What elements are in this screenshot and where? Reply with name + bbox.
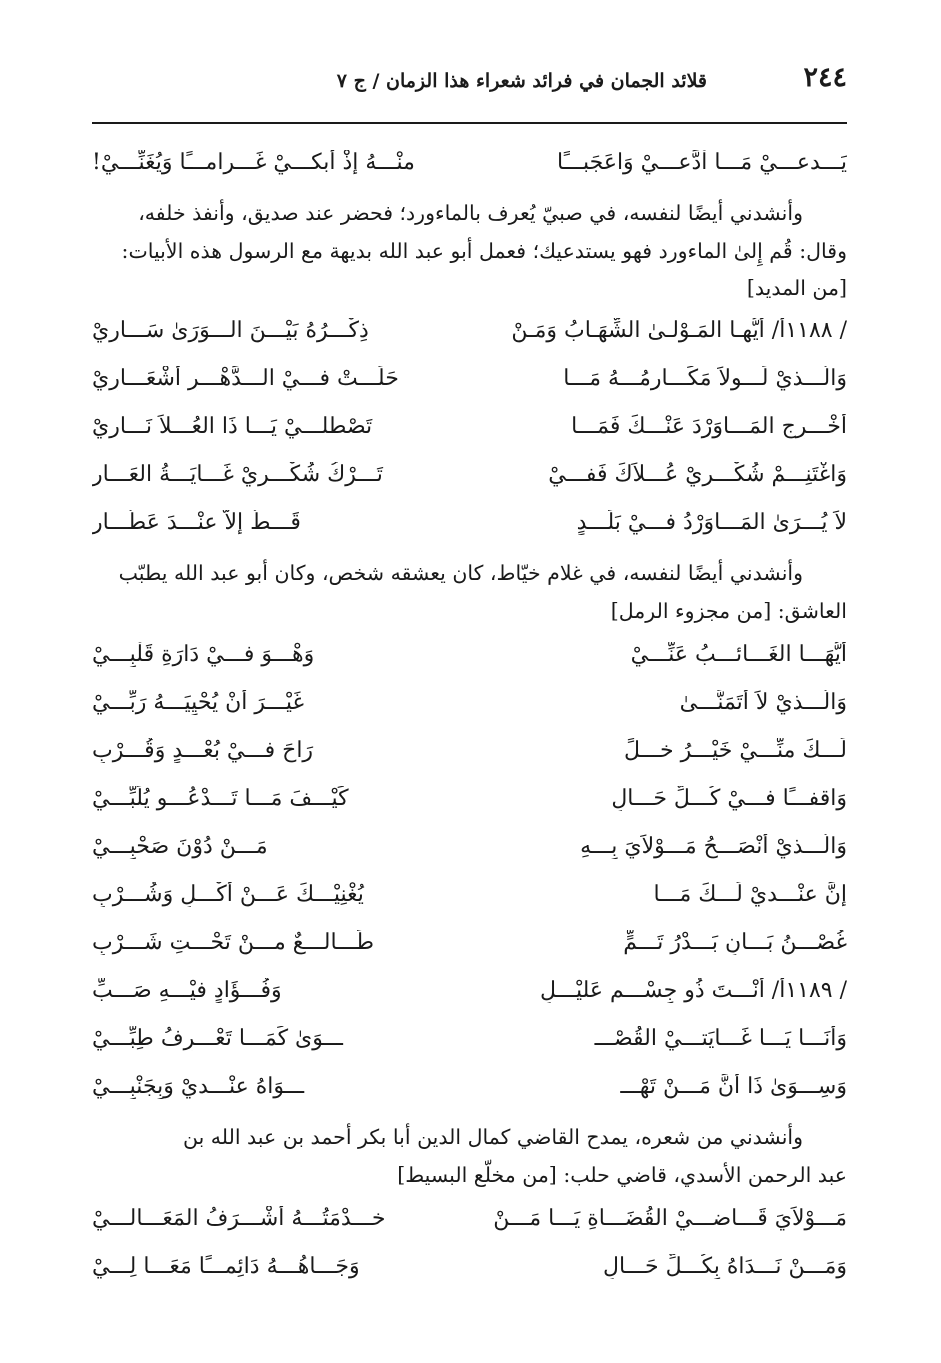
- poem-2: [92, 630, 847, 1110]
- verse-line: [92, 306, 847, 354]
- verse-first-hemistich: وَاغْتَنِـــمْ شُكْـــرِيْ عُـــلاَكَ فَفـــيْ: [548, 461, 847, 487]
- verse-line: [92, 918, 847, 966]
- verse-line: [92, 402, 847, 450]
- verse-line: [92, 774, 847, 822]
- verse-second-hemistich: وَفُـــؤَادٍ فيْـــهِ صَـــبِّ: [92, 977, 282, 1003]
- verse-line: [92, 1062, 847, 1110]
- verse-second-hemistich: وَجَـــاهُـــهُ دَائِمـــًا مَعَـــا لِـــيْ: [92, 1253, 360, 1279]
- verse-first-hemistich: وَالَّـــذيْ لاَ أَتَمَنَّـــىٰ: [679, 689, 847, 715]
- verse-second-hemistich: وَهْـــوَ فـــيْ دَارَةِ قَلْبِـــيْ: [92, 641, 315, 667]
- prose-text: العاشق:: [777, 599, 847, 623]
- verse-line: [92, 966, 847, 1014]
- verse-first-hemistich: أَخْـــرِجِ المَـــاوَرْدَ عَنْـــكَ فَمَـــا: [571, 413, 847, 439]
- verse-first-hemistich: وَمَـــنْ نَـــدَاهُ بِكُـــلِّ حَـــالٍ: [602, 1253, 847, 1279]
- verse-second-hemistich: ـــوَىٰ كَمَـــا تَعْـــرِفُ طِبِّـــيْ: [92, 1025, 343, 1051]
- verse-second-hemistich: طَـــالـــعٌ مـــنْ تَحْـــتِ شَـــرْبِ: [92, 929, 375, 955]
- verse-second-hemistich: تَـــرْكُ شُكْـــرِيْ غَـــايَـــةُ العَـــارِ: [92, 461, 383, 487]
- meter-label: [من مجزوء الرمل]: [610, 599, 772, 623]
- verse-line: [92, 630, 847, 678]
- prose-line: وأنشدني أيضًا لنفسه، في غلام خيّاط، كان يعشقه شخص، وكان أبو عبد الله يطبّب: [118, 561, 803, 585]
- verse-first-hemistich: / ١١٨٨أ/ أَيُّهـا المَـوْلـىٰ الشِّهَـابُ وَمَـنْ: [511, 317, 847, 343]
- verse-first-hemistich: لاَ يُـــرَىٰ المَـــاوَرْدُ فـــيْ بَلَـــدٍ: [576, 509, 847, 535]
- meter-label: [من مخلّع البسيط]: [397, 1163, 557, 1187]
- verse-first-hemistich: إِنَّ عنْـــديْ لَـــكَ مَـــا: [653, 881, 847, 907]
- verse-first-hemistich: مَـــوْلاَيَ قَـــاضـــيْ القُضَـــاةِ يَـــا مَـــنْ: [493, 1205, 847, 1231]
- verse-second-hemistich: خـــدْمَتُـــهُ أَشْـــرَفُ المَعَـــالـــيْ: [92, 1205, 386, 1231]
- meter-label: [من المديد]: [746, 276, 847, 300]
- prose-line: [92, 592, 847, 630]
- prose-line: وقال: قُم إِلىٰ الماءورد فهو يستدعيك؛ فعمل أبو عبد الله بديهة مع الرسول هذه الأبيات:: [121, 239, 847, 263]
- verse-line: [92, 822, 847, 870]
- page-number: ٢٤٤: [803, 62, 847, 93]
- verse-first-hemistich: لَـــكَ منِّـــيْ خَيْـــرُ خـــلٍّ: [624, 737, 847, 763]
- prose-line: وأنشدني أيضًا لنفسه، في صبيّ يُعرف بالماءورد؛ فحضر عند صديق، وأنفذ خلفه،: [138, 201, 803, 225]
- poem-1: [92, 306, 847, 546]
- verse-line: [92, 354, 847, 402]
- verse-second-hemistich: منْـــهُ إِذْ أَبكـــيْ غَـــرامـــًا وَيُغَنِّـــيْ!: [92, 149, 415, 175]
- verse-second-hemistich: رَاحَ فـــيْ بُعْـــدٍ وَقُـــرْبِ: [92, 737, 314, 763]
- verse-first-hemistich: وَالَّـــذيْ أَنْصَـــحُ مَـــوْلاَيَ بِـــهِ: [580, 833, 847, 859]
- prose-line: وأنشدني من شعره، يمدح القاضي كمال الدين أبا بكر أحمد بن عبد الله بن: [182, 1125, 803, 1149]
- verse-first-hemistich: أَيُّهَـــا الغَـــائـــبُ عَنِّـــيْ: [630, 641, 847, 667]
- verse-line: [92, 870, 847, 918]
- page-header: [92, 62, 847, 114]
- verse-second-hemistich: كَيْـــفَ مَـــا تَـــدْعُـــو يُلَبِّـــيْ: [92, 785, 349, 811]
- verse-second-hemistich: تَصْطلـــيْ يَـــا ذَا العُـــلاَ نَـــارِيْ: [92, 413, 373, 439]
- verse-line: [92, 1242, 847, 1290]
- verse-line: [92, 1194, 847, 1242]
- verse-second-hemistich: ـــوَاهُ عنْـــديْ وَبِجَنْبِـــيْ: [92, 1073, 305, 1099]
- verse-line: [92, 1014, 847, 1062]
- poem-3: [92, 1194, 847, 1290]
- running-title: قلائد الجمان في فرائد شعراء هذا الزمان / ج ٧: [336, 70, 707, 92]
- verse-first-hemistich: وَأَنَـــا يَـــا غَـــايَتـــيْ القُصْـــ: [594, 1025, 847, 1051]
- verse-second-hemistich: يُغْنِيْـــكَ عَـــنْ أَكْـــلٍ وَشُـــرْبِ: [92, 881, 364, 907]
- verse-first-hemistich: وَسِـــوَىٰ ذَا أَنَّ مَـــنْ تَهْـــ: [620, 1073, 847, 1099]
- verse-second-hemistich: ذِكْـــرُهُ بَيْـــنَ الـــوَرَىٰ سَـــارِيْ: [92, 317, 369, 343]
- verse-first-hemistich: يَـــدعـــيْ مَـــا اْدَّعـــيْ وَاعَجَبـــًا: [556, 149, 847, 175]
- verse-line: [92, 450, 847, 498]
- prose-line: [92, 1156, 847, 1194]
- verse-first-hemistich: / ١١٨٩أ/ أَنْـــتَ ذُو جِسْـــمٍ عَليْـــلٍ: [539, 977, 847, 1003]
- verse-first-hemistich: غُصْـــنُ بَـــانٍ بَـــدْرُ تَـــمٍّ: [623, 929, 847, 955]
- verse-second-hemistich: حَلَـــتْ فـــيْ الـــدَّهْـــرِ أَشْعَـــارِيْ: [92, 365, 399, 391]
- verse-line: [92, 678, 847, 726]
- verse-second-hemistich: مَـــنْ دُوْنَ صَحْبِـــيْ: [92, 833, 268, 859]
- verse-second-hemistich: قَـــطُّ إِلاَّ عنْـــدَ عَطَّـــارِ: [92, 509, 301, 535]
- page-body: [92, 138, 847, 1290]
- verse-line: [92, 726, 847, 774]
- verse-line: [92, 138, 847, 186]
- verse-second-hemistich: غَيْـــرَ أَنْ يُحْيِيَـــهُ رَبِّـــيْ: [92, 689, 305, 715]
- verse-first-hemistich: وَاقفـــًا فـــيْ كُـــلِّ حَـــالٍ: [611, 785, 847, 811]
- verse-first-hemistich: وَالَّـــذيْ لَـــولاَ مَكَـــارِمُـــهُ مَـــا: [563, 365, 847, 391]
- prose-text: عبد الرحمن الأسدي، قاضي حلب:: [563, 1163, 847, 1187]
- header-rule: [92, 122, 847, 124]
- verse-line: [92, 498, 847, 546]
